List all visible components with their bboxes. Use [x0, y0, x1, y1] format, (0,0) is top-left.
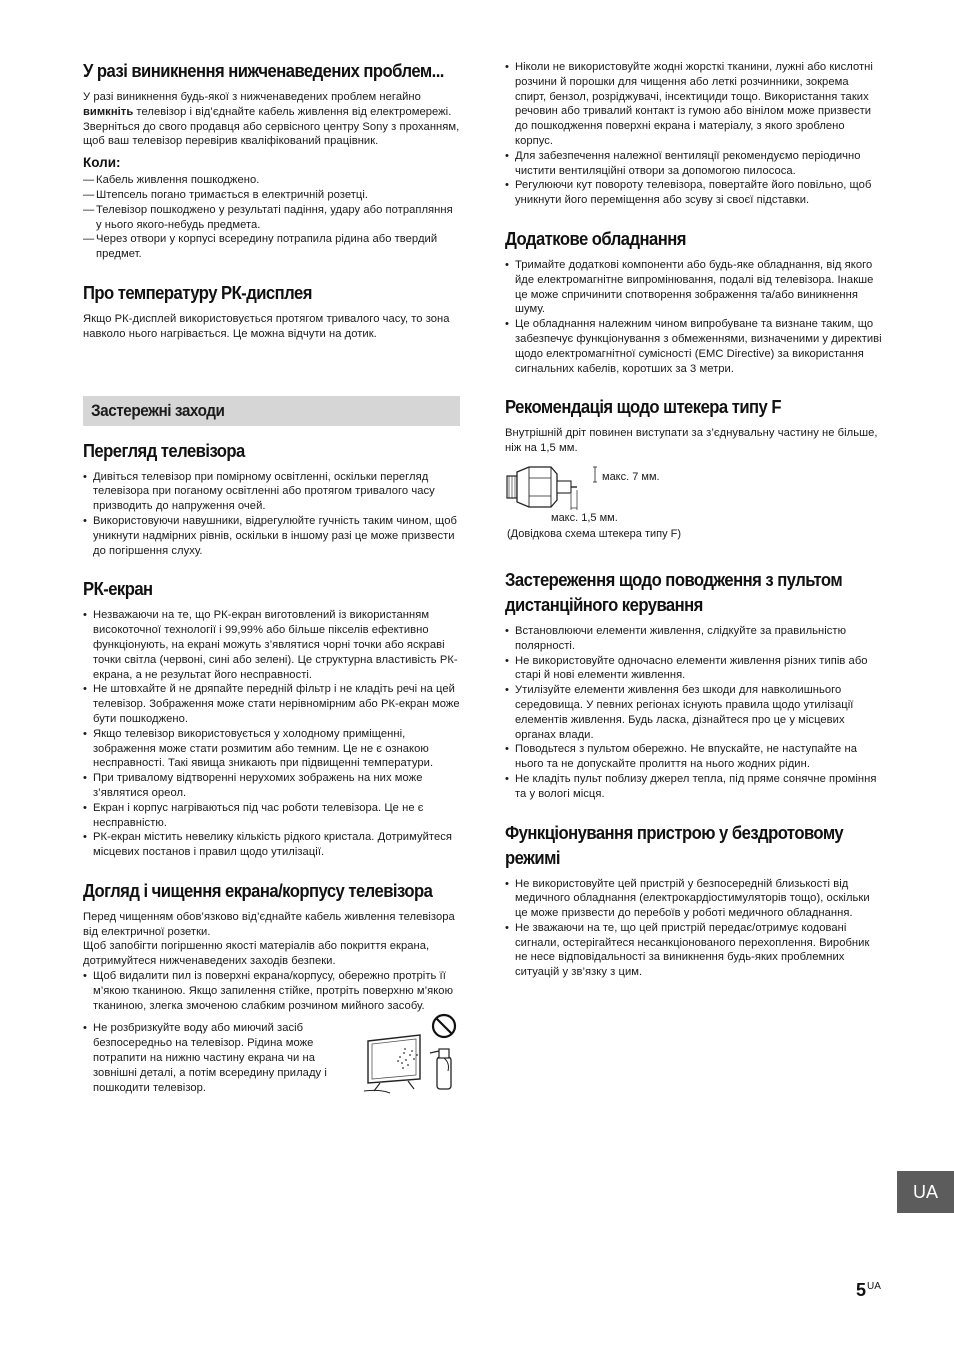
care-p1: Перед чищенням обов’язково від’єднайте кабель живлення телевізора від електричної розетки. [83, 910, 455, 938]
section-care [83, 878, 460, 1096]
care-list [83, 969, 460, 1013]
wireless-list [505, 877, 882, 981]
list-item: • Екран і корпус нагріваються під час роботи телевізора. Це не є несправністю. [83, 801, 460, 831]
switch-off-bold: вимкніть [83, 105, 134, 118]
list-item: • Поводьтеся з пультом обережно. Не впускайте, не наступайте на нього та не допускайте пролиття на нього жодних рідин. [505, 742, 882, 772]
problems-list [83, 173, 460, 262]
list-item: • РК-екран містить невелику кількість рідкого кристала. Дотримуйтеся місцевих постанов і правил щодо утилізації. [83, 830, 460, 860]
section-temperature [83, 280, 460, 342]
section-wireless [505, 820, 882, 981]
list-item: • Встановлюючи елементи живлення, слідкуйте за правильністю полярності. [505, 624, 882, 654]
list-item: • Не штовхайте й не дряпайте передній фільтр і не кладіть речі на цей телевізор. Зображення може стати нерівномірним або РК-екран може бути пошкоджено. [83, 682, 460, 726]
care-list-2 [83, 1021, 352, 1095]
section-viewing [83, 438, 460, 559]
list-item: • Регулюючи кут повороту телевізора, повертайте його повільно, щоб уникнути його переміщення або зсуву зі своєї підставки. [505, 178, 882, 208]
heading-care: Догляд і чищення екрана/корпусу телевізора [83, 879, 433, 901]
left-column [83, 58, 460, 1113]
heading-problems: У разі виникнення нижченаведених проблем... [83, 60, 444, 81]
list-item: • Дивіться телевізор при помірному освітленні, оскільки перегляд телевізора при поганому освітленні або протягом тривалого часу призводить до напруження очей. [83, 470, 460, 514]
list-item: • При тривалому відтворенні нерухомих зображень на них може з’являтися ореол. [83, 771, 460, 801]
section-problems [83, 58, 460, 262]
list-item: • Тримайте додаткові компоненти або будь-яке обладнання, від якого йде електромагнітне випромінювання, подалі від телевізора. Інакше це може спричинити спотворення зображення та/або виникнення шуму. [505, 258, 882, 317]
heading-temperature: Про температуру РК-дисплея [83, 281, 312, 303]
heading-wireless: Функціонування пристрою у бездротовому режимі [505, 821, 844, 868]
viewing-list [83, 470, 460, 559]
problems-contact: Зверніться до свого продавця або сервісного центру Sony з проханням, щоб ваш телевізор перевірив кваліфікований працівник. [83, 120, 460, 148]
heading-remote: Застереження щодо поводження з пультом дистанційного керування [505, 568, 843, 615]
lcd-list [83, 608, 460, 860]
list-item: — Штепсель погано тримається в електричній розетці. [83, 188, 460, 203]
list-item: • Якщо телевізор використовується у холодному приміщенні, зображення може стати розмитим або темним. Це не є ознакою несправності. Такі явища зникають при підвищенні температури. [83, 727, 460, 771]
right-column [505, 60, 882, 998]
problems-intro: У разі виникнення будь-якої з нижченаведених проблем негайно вимкніть телевізор і від’єднайте кабель живлення від електромережі. [83, 91, 452, 118]
list-item: • Не використовуйте одночасно елементи живлення різних типів або старі й нові елементи живлення. [505, 654, 882, 684]
care-p2: Щоб запобігти погіршенню якості матеріалів або покриття екрана, дотримуйтеся нижченаведених заходів безпеки. [83, 940, 430, 968]
list-item: — Кабель живлення пошкоджено. [83, 173, 460, 188]
precautions-banner-label: Застережні заходи [91, 400, 225, 420]
section-f-plug [505, 394, 882, 549]
list-item: • Це обладнання належним чином випробуване та визнане таким, що забезпечує функціонування з обмеженнями, визначеними у директиві щодо електромагнітної сумісності (EMC Directive) за використання сигнальних кабелів, коротших за 3 метри. [505, 317, 882, 376]
when-label: Коли: [83, 155, 121, 171]
f-plug-text: Внутрішній дріт повинен виступати за з’єднувальну частину не більше, ніж на 1,5 мм. [505, 427, 878, 455]
list-item: • Утилізуйте елементи живлення без шкоди для навколишнього середовища. У певних регіонах існують правила щодо утилізації елементів живлення. Будь ласка, дізнайтеся про це у місцевих органах влади. [505, 683, 882, 742]
section-lcd [83, 576, 460, 860]
list-item: • Ніколи не використовуйте жодні жорсткі тканини, лужні або кислотні розчини й порошки для чищення або леткі розчинники, зокрема спирт, бензол, розріджувачі, інсектициди тощо. Використання таких речовин або тривалий контакт із гумою або вінілом може призвести до пошкодження поверхні екрана і матеріалу, з якого зроблено корпус. [505, 60, 882, 149]
list-item: • Незважаючи на те, що РК-екран виготовлений із використанням високоточної технології і 99,99% або більше пікселів ефективно функціонують, на екрані можуть з’являтися чорні точки або яскраві точки світла (червоні, сині або зелені). Це структурна властивість РК-екрана, а не результат його несправності. [83, 608, 460, 682]
list-item: • Не розбризкуйте воду або миючий засіб безпосередньо на телевізор. Рідина може потрапити на нижню частину екрана чи на зовнішні деталі, а потім всередину приладу і пошкодити телевізор. [83, 1021, 352, 1095]
page-suffix: UA [867, 1281, 881, 1292]
remote-list [505, 624, 882, 802]
no-spray-tv-icon [360, 1013, 460, 1095]
list-item: • Використовуючи навушники, відрегулюйте гучність таким чином, щоб уникнути надмірних рівнів, оскільки в іншому разі це може призвести до погіршення слуху. [83, 514, 460, 558]
section-care-continued [505, 60, 882, 208]
care-continued-list [505, 60, 882, 208]
list-item: • Щоб видалити пил із поверхні екрана/корпусу, обережно протріть її м’якою тканиною. Якщо запилення стійке, протріть поверхню м’якою тканиною, злегка змоченою слабким розчином мийного засобу. [83, 969, 460, 1013]
heading-lcd: РК-екран [83, 578, 153, 600]
care-spray-row [83, 1013, 460, 1095]
section-remote [505, 567, 882, 802]
heading-viewing: Перегляд телевізора [83, 439, 245, 461]
list-item: • Для забезпечення належної вентиляції рекомендуємо періодично чистити вентиляційні отвори за допомогою пилососа. [505, 149, 882, 179]
temperature-text: Якщо РК-дисплей використовується протягом тривалого часу, то зона навколо нього нагрівається. Це можна відчути на дотик. [83, 312, 450, 340]
f-plug-caption: (Довідкова схема штекера типу F) [507, 527, 682, 540]
page-number: $5^{UA}$ [856, 1280, 881, 1300]
list-item: — Через отвори у корпусі всередину потрапила рідина або твердий предмет. [83, 232, 460, 262]
precautions-banner [83, 396, 460, 426]
f-plug-icon [505, 464, 615, 514]
language-tab: UA [897, 1171, 954, 1213]
list-item: — Телевізор пошкоджено у результаті падіння, удару або потрапляння у нього якого-небудь предмета. [83, 203, 460, 233]
list-item: • Не кладіть пульт поблизу джерел тепла, під пряме сонячне проміння та у вологі місця. [505, 772, 882, 802]
section-optional-equipment [505, 226, 882, 376]
list-item: • Не використовуйте цей пристрій у безпосередній близькості від медичного обладнання (електрокардіостимуляторів тощо), оскільки це може призвести до перебоїв у роботі медичного обладнання. [505, 877, 882, 921]
label-max-7mm: макс. 7 мм. [602, 470, 660, 483]
heading-f-plug: Рекомендація щодо штекера типу F [505, 396, 781, 418]
heading-optional-equipment: Додаткове обладнання [505, 227, 686, 249]
optional-list [505, 258, 882, 376]
f-plug-diagram [505, 464, 882, 549]
label-max-1-5mm: макс. 1,5 мм. [551, 511, 618, 524]
list-item: • Не зважаючи на те, що цей пристрій передає/отримує кодовані сигнали, остерігайтеся несанкціонованого перехоплення. Виробник не несе відповідальності за виникнення будь-яких проблемних ситуацій у зв’язку з цим. [505, 921, 882, 980]
